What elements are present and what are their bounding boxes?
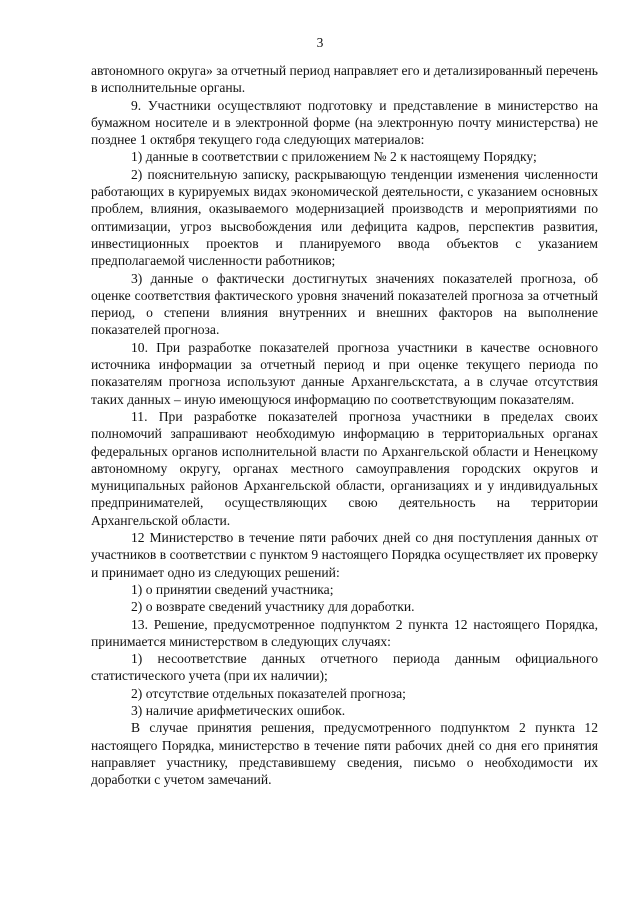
- paragraph-item-11: 11. При разработке показателей прогноза участники в пределах своих полномочий запрашивают необходимую информацию в территориальных органах федеральных органов исполнительной власти по Архангельской области и Ненецкому автономному округу, органах местного самоуправления городских округов и муниципальных районов Архангельской области, организациях и у индивидуальных предпринимателей, осуществляющих свою деятельность на территории Архангельской области.: [91, 408, 598, 528]
- paragraph-item-13-1: 1) несоответствие данных отчетного периода данным официального статистического учета (при их наличии);: [91, 651, 598, 684]
- paragraph-item-12-2: 2) о возврате сведений участнику для доработки.: [131, 599, 415, 615]
- paragraph-item-9: 9. Участники осуществляют подготовку и представление в министерство на бумажном носителе и в электронной форме (на электронную почту министерства) не позднее 1 октября текущего года следующих материалов:: [91, 97, 598, 148]
- paragraph-item-13-3: 3) наличие арифметических ошибок.: [131, 702, 346, 718]
- paragraph-item-10: 10. При разработке показателей прогноза участники в качестве основного источника информации за отчетный период и при оценке текущего периода по показателям прогноза используют данные Архангельскстата, а в случае отсутствия таких данных – иную имеющуюся информацию по соответствующим показателям.: [91, 339, 598, 407]
- paragraph-item-9-3: 3) данные о фактически достигнутых значениях показателей прогноза, об оценке соответствия фактического уровня значений показателей прогноза за отчетный период, о степени влияния внутренних и внешних факторов на выполнение показателей прогноза.: [91, 270, 598, 338]
- paragraph-item-12-1: 1) о принятии сведений участника;: [131, 581, 334, 597]
- paragraph-item-9-2: 2) пояснительную записку, раскрывающую тенденции изменения численности работающих в курируемых видах экономической деятельности, с указанием основных проблем, влияния, оказываемого модернизацией производств и мероприятиями по оптимизации, угроз высвобождения или дефицита кадров, перспектив развития, инвестиционных проектов и планируемого ввода объектов с указанием предполагаемой численности работников;: [91, 166, 598, 269]
- page-number: 3: [316, 35, 324, 50]
- paragraph-item-13-2: 2) отсутствие отдельных показателей прогноза;: [131, 685, 406, 701]
- paragraph-closing: В случае принятия решения, предусмотренного подпунктом 2 пункта 12 настоящего Порядка, министерство в течение пяти рабочих дней со дня его принятия направляет участнику, представившему сведения, письмо о необходимости их доработки с учетом замечаний.: [91, 720, 598, 788]
- paragraph-item-13: 13. Решение, предусмотренное подпунктом 2 пункта 12 настоящего Порядка, принимается министерством в следующих случаях:: [91, 616, 598, 649]
- paragraph-continuation: автономного округа» за отчетный период направляет его и детализированный перечень в исполнительные органы.: [91, 63, 598, 96]
- document-body: [91, 62, 598, 788]
- paragraph-item-9-1: 1) данные в соответствии с приложением № 2 к настоящему Порядку;: [131, 149, 537, 165]
- paragraph-item-12: 12 Министерство в течение пяти рабочих дней со дня поступления данных от участников в соответствии с пунктом 9 настоящего Порядка осуществляет их проверку и принимает одно из следующих решений:: [91, 530, 598, 580]
